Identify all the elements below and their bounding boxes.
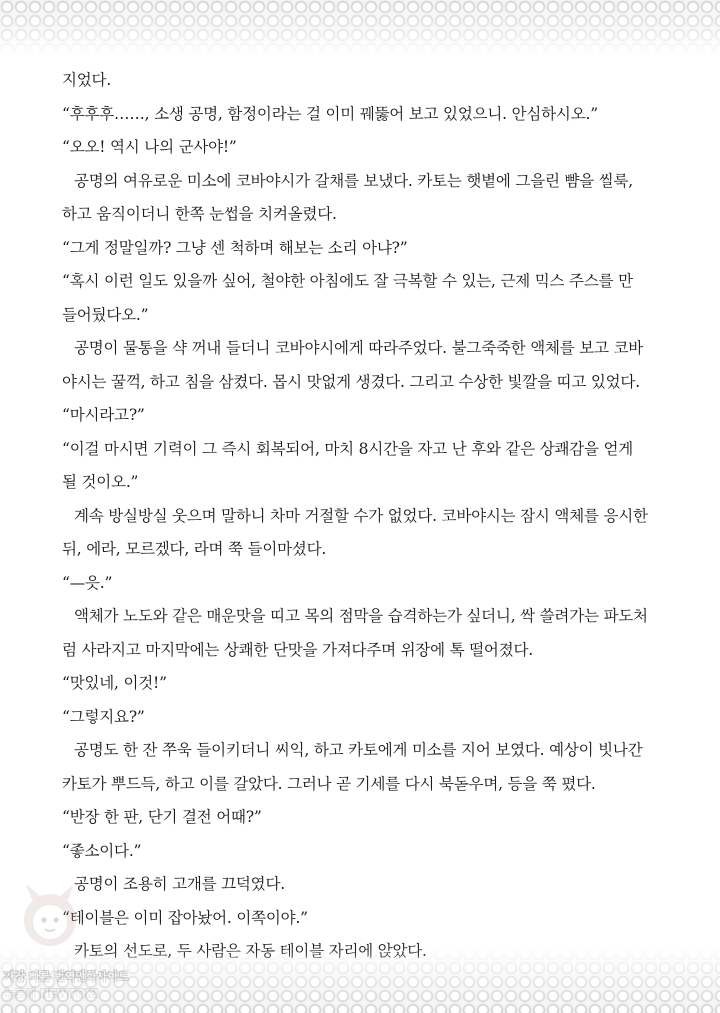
decorative-bottom-border (0, 947, 720, 1013)
text-line: “반장 한 판, 단기 결전 어때?” (62, 808, 262, 826)
text-line: “그렇지요?” (62, 707, 145, 726)
text-line: “테이블은 이미 잡아놨어. 이쪽이야.” (62, 908, 308, 927)
text-line: 카토가 뿌드득, 하고 이를 갈았다. 그러나 곧 기세를 다시 북돋우며, 등을 쭉 폈다. (62, 774, 596, 793)
text-line: 공명이 조용히 고개를 끄덕였다. (74, 875, 285, 893)
text-line: “좋소이다.” (62, 841, 142, 860)
text-line: 공명의 여유로운 미소에 코바야시가 갈채를 보냈다. 카토는 햇볕에 그을린 뺨을 씰룩, (74, 171, 634, 190)
text-line: “맛있네, 이것!” (62, 674, 167, 692)
novel-text-body (62, 64, 662, 969)
decorative-top-border (0, 0, 720, 56)
text-line: “이걸 마시면 기력이 그 즉시 회복되어, 마치 8시간을 자고 난 후와 같은 상쾌감을 얻게 (62, 439, 634, 458)
text-line: “마시라고?” (62, 406, 145, 424)
text-line: 뒤, 에라, 모르겠다, 라며 쭉 들이마셨다. (62, 540, 327, 558)
text-line: “오오! 역시 나의 군사야!” (62, 138, 237, 156)
text-line: 야시는 꿀꺽, 하고 침을 삼켰다. 몹시 맛없게 생겼다. 그리고 수상한 빛깔을 띠고 있었다. (62, 372, 640, 391)
text-line: 계속 방실방실 웃으며 말하니 차마 거절할 수가 없었다. 코바야시는 잠시 액체를 응시한 (74, 506, 648, 525)
text-line: 공명이 물통을 샥 꺼내 들더니 코바야시에게 따라주었다. 불그죽죽한 액체를 보고 코바 (74, 339, 644, 357)
text-line: 공명도 한 잔 쭈욱 들이키더니 씨익, 하고 카토에게 미소를 지어 보였다. 예상이 빗나간 (74, 741, 643, 759)
text-line: 럼 사라지고 마지막에는 상쾌한 단맛을 가져다주며 위장에 톡 떨어졌다. (62, 640, 533, 659)
text-line: 하고 움직이더니 한쪽 눈썹을 치켜올렸다. (62, 205, 337, 223)
text-line: 지었다. (62, 71, 112, 89)
text-line: “혹시 이런 일도 있을까 싶어, 철야한 아침에도 잘 극복할 수 있는, 근제 믹스 주스를 만 (62, 272, 633, 290)
text-line: “후후후……, 소생 공명, 함정이라는 걸 이미 꿰뚫어 보고 있었으니. 안심하시오.” (62, 104, 598, 123)
text-line: 들어뒀다오.” (62, 305, 149, 324)
text-line: 액체가 노도와 같은 매운맛을 띠고 목의 점막을 습격하는가 싶더니, 싹 쓸려가는 파도처 (74, 607, 648, 625)
text-line: “그게 정말일까? 그냥 센 척하며 해보는 소리 아냐?” (62, 238, 408, 257)
watermark-character-icon (10, 878, 90, 958)
text-line: 될 것이오.” (62, 473, 139, 491)
text-line: “—읏.” (62, 573, 113, 592)
